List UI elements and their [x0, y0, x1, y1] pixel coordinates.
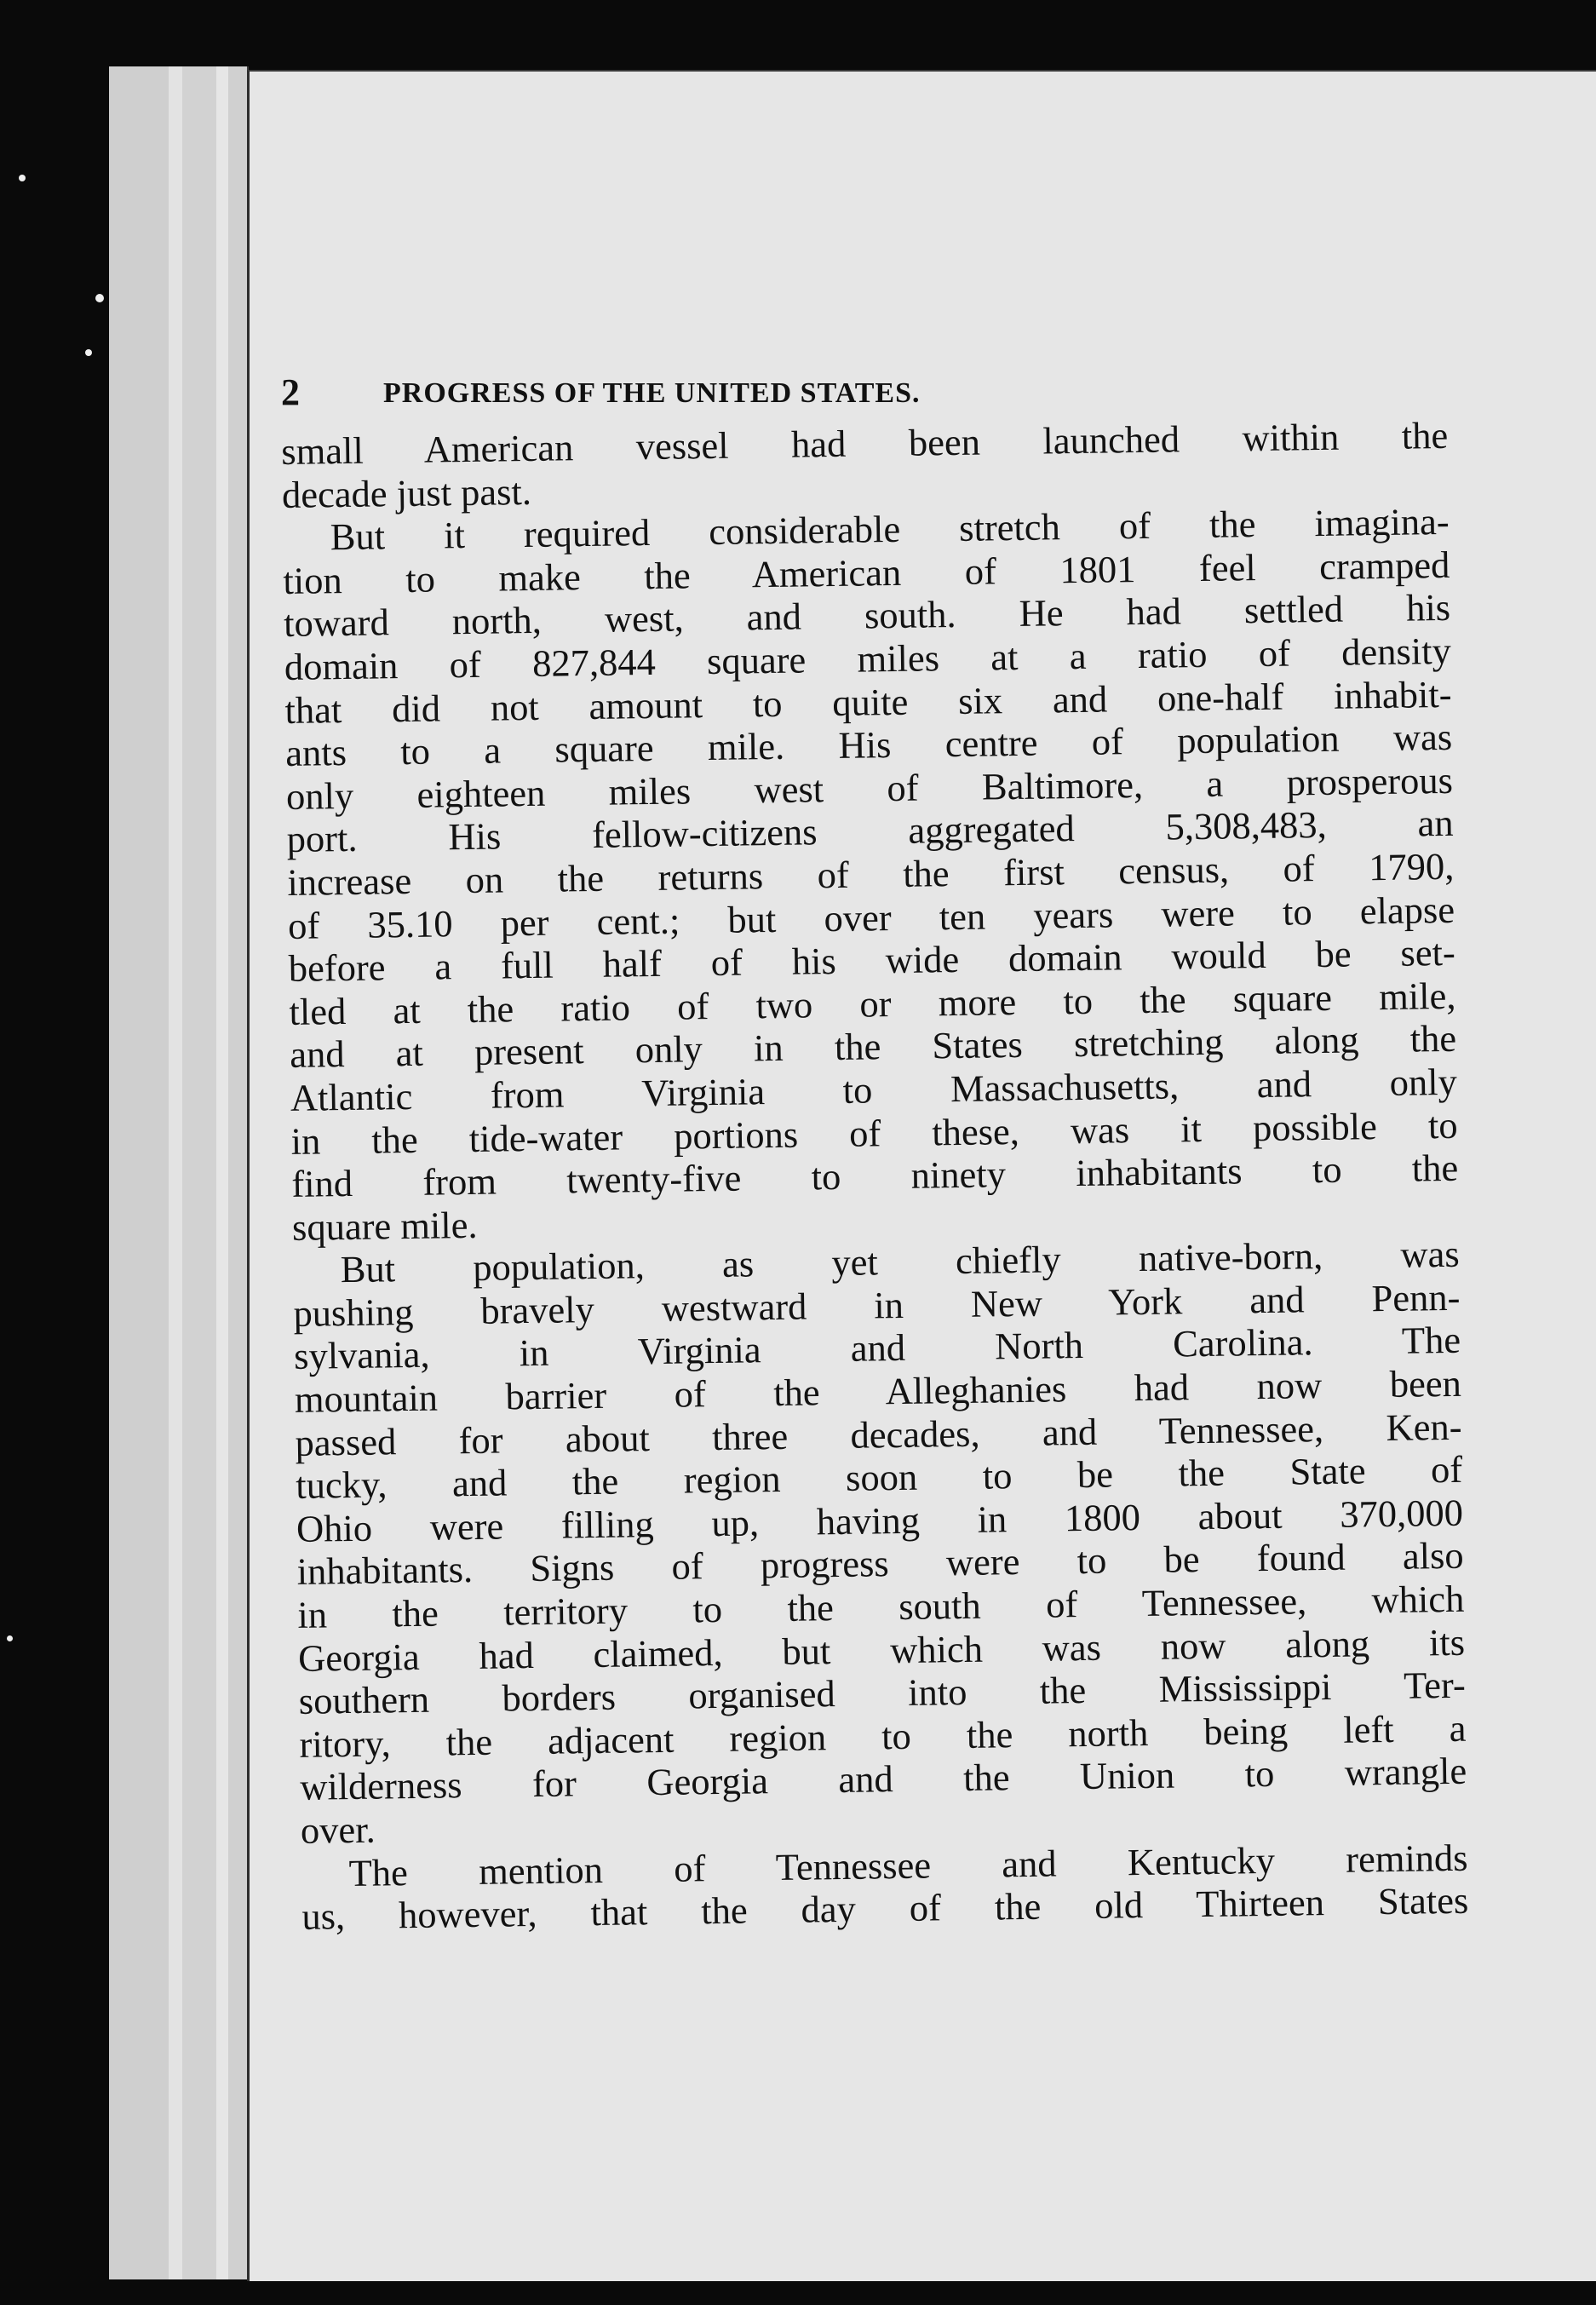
page-number: 2	[281, 371, 300, 413]
text-line: Ohio were filling up, having in 1800 about 370,000	[296, 1491, 1464, 1550]
text-line: us, however, that the day of the old Thirteen States	[301, 1878, 1469, 1939]
page-header	[281, 371, 1329, 422]
page-edge	[228, 66, 249, 2279]
text-line: Atlantic from Virginia to Massachusetts, and only	[290, 1060, 1458, 1119]
text-line: only eighteen miles west of Baltimore, a prosperous	[285, 758, 1454, 818]
scan-speck	[85, 349, 92, 356]
text-line: port. His fellow-citizens aggregated 5,308,483, an	[286, 802, 1454, 861]
text-line: passed for about three decades, and Tennessee, Ken-	[295, 1405, 1462, 1464]
text-line: that did not amount to quite six and one-half inhabit-	[284, 672, 1452, 732]
scan-speck	[7, 1635, 13, 1641]
text-line: tucky, and the region soon to be the State of	[295, 1448, 1463, 1508]
text-line: small American vessel had been launched within the	[281, 413, 1449, 473]
text-line: The mention of Tennessee and Kentucky reminds	[348, 1836, 1468, 1894]
text-line: toward north, west, and south. He had settled his	[283, 586, 1451, 646]
scan-speck	[95, 294, 104, 302]
text-line: pushing bravely westward in New York and Penn-	[293, 1275, 1461, 1335]
text-line: Georgia had claimed, but which was now along its	[297, 1620, 1466, 1680]
scan-speck	[19, 175, 26, 181]
text-line: square mile.	[291, 1203, 478, 1249]
text-line: sylvania, in Virginia and North Carolina. The	[293, 1319, 1461, 1378]
text-line: of 35.10 per cent.; but over ten years were to elapse	[287, 888, 1455, 947]
text-line: decade just past.	[281, 469, 532, 516]
text-line: ants to a square mile. His centre of population was	[284, 715, 1453, 775]
text-line: increase on the returns of the first census, of 1790,	[287, 844, 1455, 904]
page-edge	[182, 66, 218, 2279]
text-line: But population, as yet chiefly native-born, was	[340, 1233, 1460, 1291]
text-line: in the territory to the south of Tennessee, which	[297, 1577, 1465, 1636]
text-line: before a full half of his wide domain would be set-	[288, 930, 1456, 991]
body-text	[281, 414, 1469, 1939]
running-head: PROGRESS OF THE UNITED STATES.	[383, 377, 921, 409]
text-line: tion to make the American of 1801 feel cramped	[283, 543, 1450, 602]
text-line: find from twenty-five to ninety inhabitants to the	[291, 1146, 1459, 1206]
text-line: inhabitants. Signs of progress were to be found also	[296, 1534, 1464, 1594]
text-line: southern borders organised into the Mississippi Ter-	[298, 1663, 1467, 1723]
text-line: wilderness for Georgia and the Union to wrangle	[299, 1750, 1467, 1809]
text-line: in the tide-water portions of these, was it possible to	[290, 1103, 1458, 1163]
text-line: mountain barrier of the Alleghanies had now been	[294, 1361, 1462, 1421]
text-line: ritory, the adjacent region to the north being left a	[299, 1706, 1467, 1766]
text-line: But it required considerable stretch of the imagina-	[330, 500, 1450, 559]
text-line: domain of 827,844 square miles at a ratio of density	[284, 629, 1452, 688]
page-edge	[109, 66, 170, 2279]
text-line: tled at the ratio of two or more to the square mile,	[289, 974, 1456, 1033]
text-line: and at present only in the States stretching along the	[289, 1017, 1457, 1077]
text-line: over.	[300, 1808, 376, 1852]
